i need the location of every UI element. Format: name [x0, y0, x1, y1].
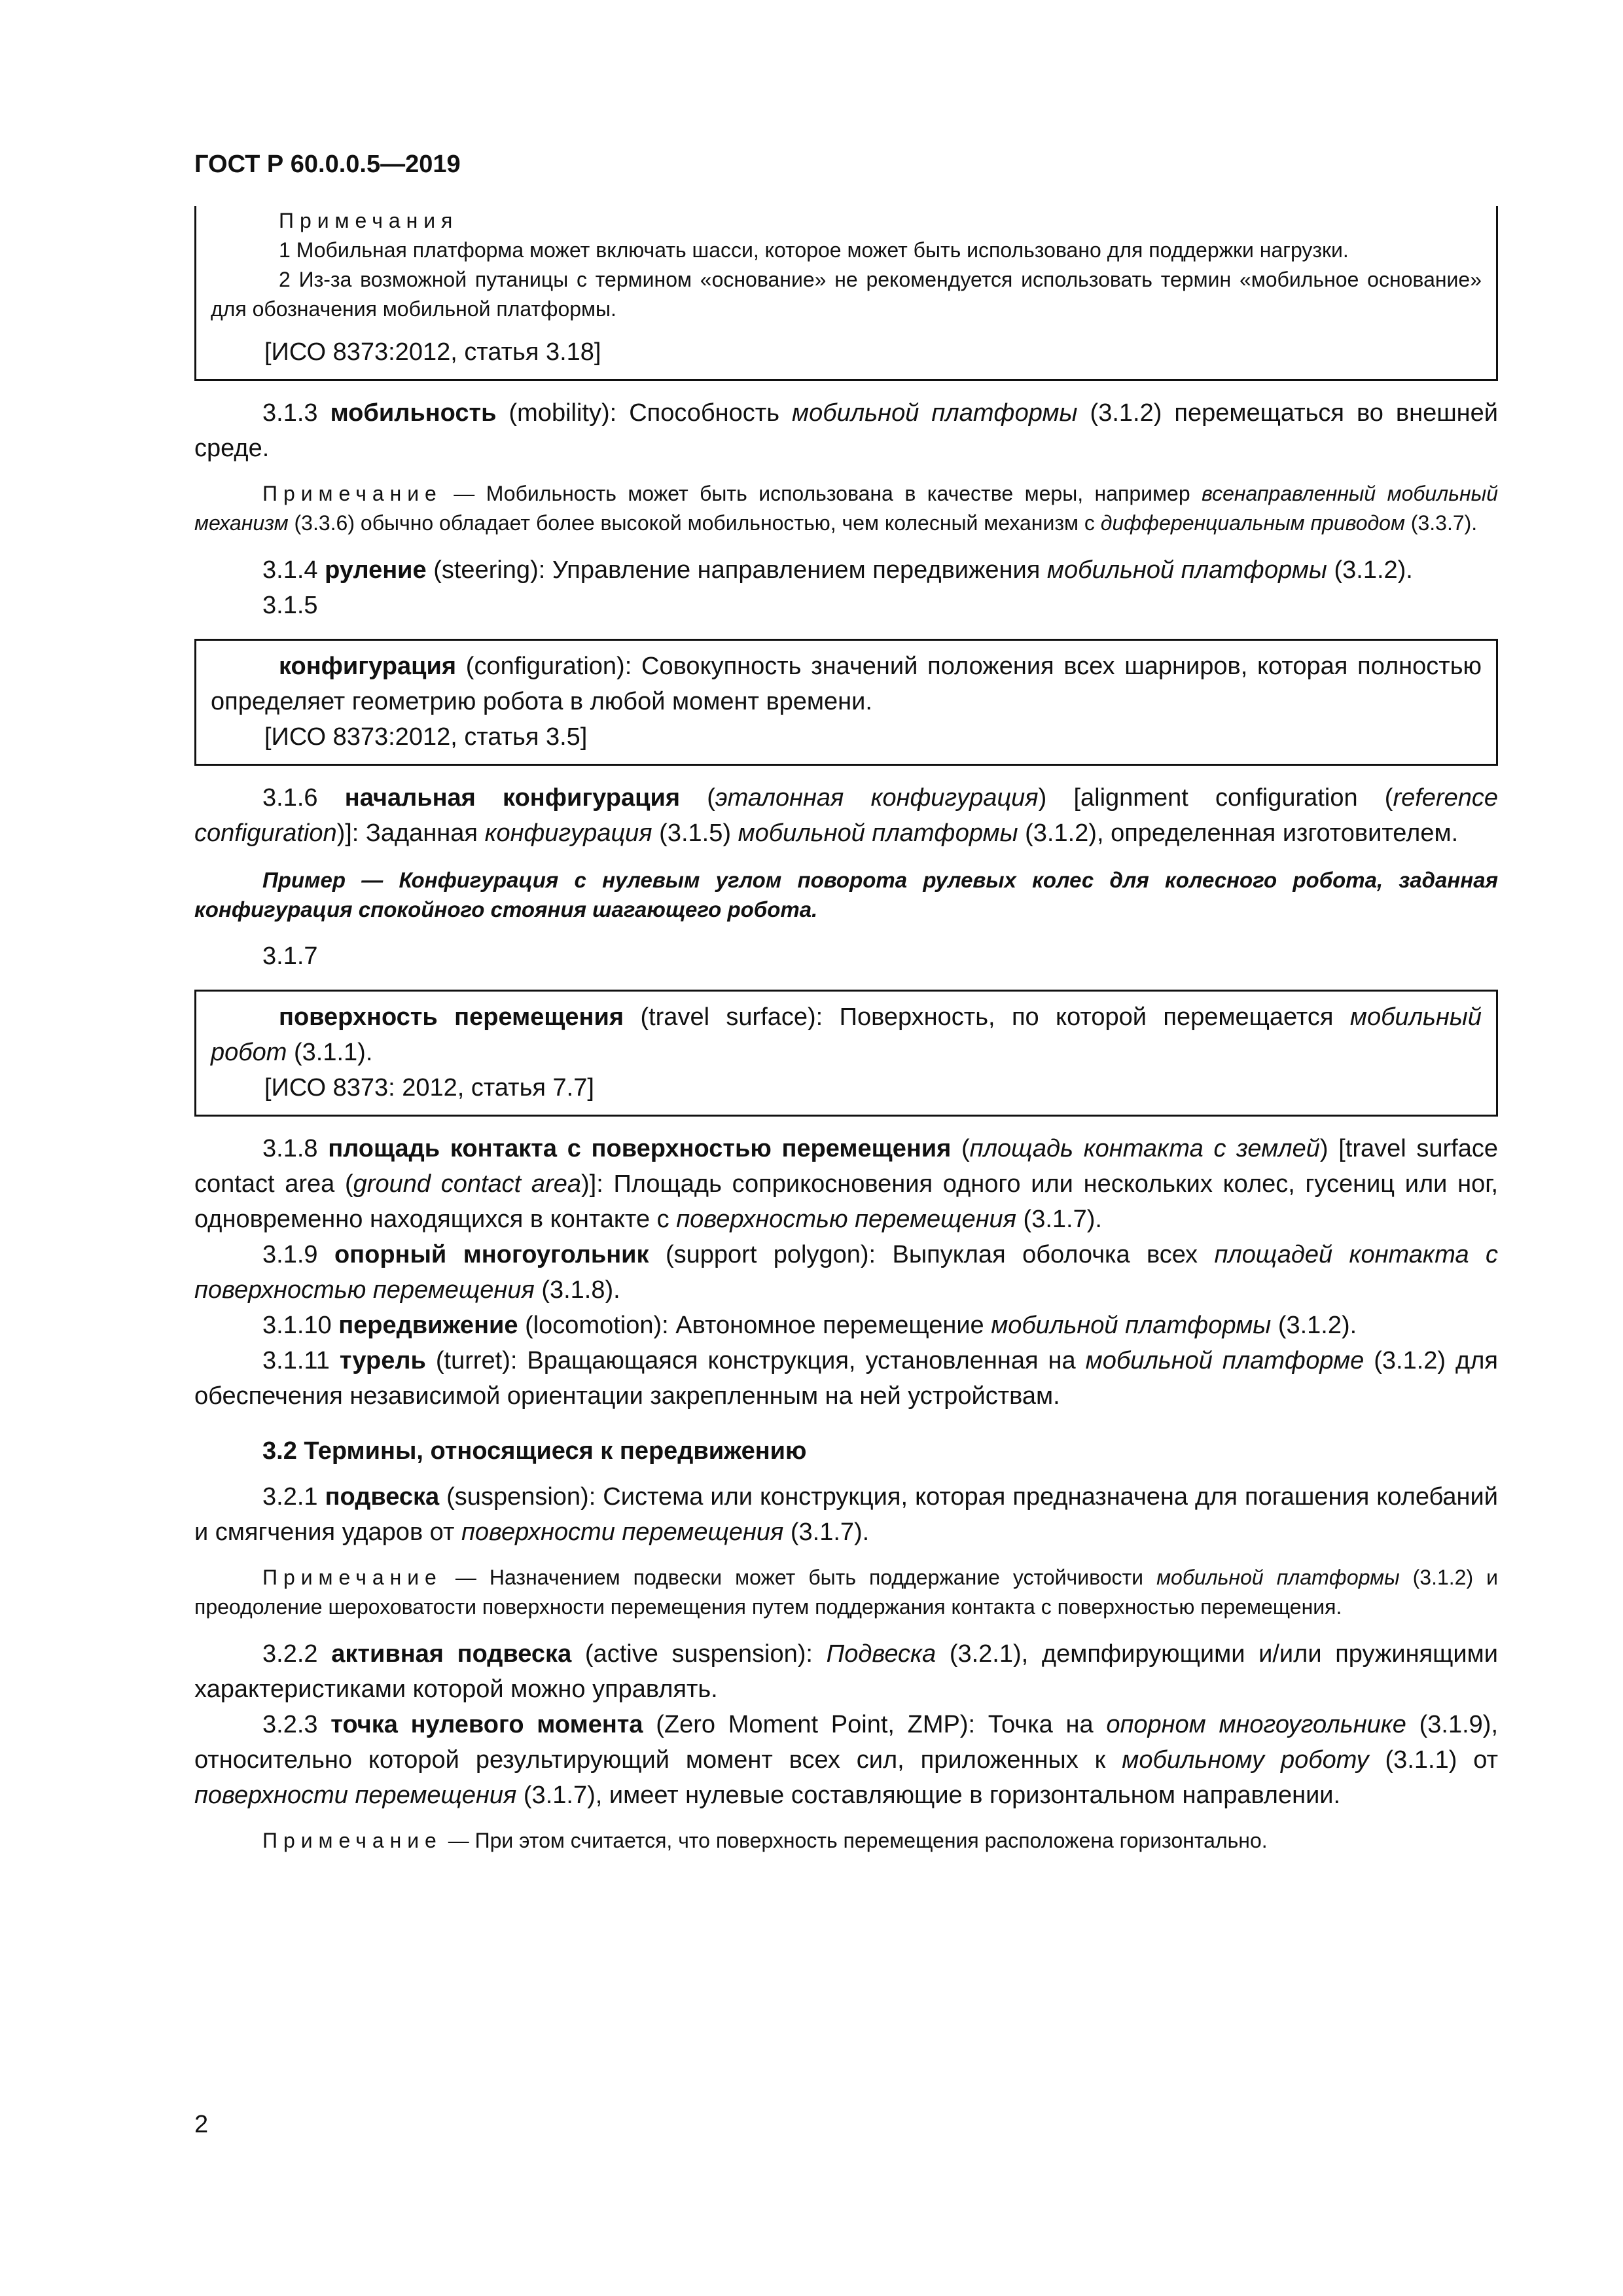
reference-iso-3-18: [ИСО 8373:2012, статья 3.18] — [264, 338, 601, 366]
box-term-3-1-5 — [194, 639, 1498, 766]
note-3-2-1: Примечание — Назначением подвески может быть поддержание устойчивости мобильной платформы (3.1.2) и преодоление шероховатости поверхности перемещения путем поддержания контакта с поверхностью перемещения. — [194, 1566, 1499, 1619]
reference-iso-7-7: [ИСО 8373: 2012, статья 7.7] — [264, 1074, 594, 1102]
box-term-3-1-7 — [194, 990, 1498, 1117]
term-3-1-10: 3.1.10 передвижение (locomotion): Автономное перемещение мобильной платформы (3.1.2). — [262, 1312, 1357, 1339]
term-3-1-9: 3.1.9 опорный многоугольник (support polygon): Выпуклая оболочка всех площадей контакта с поверхностью перемещения (3.1.8). — [194, 1241, 1498, 1304]
document-header: ГОСТ Р 60.0.0.5—2019 — [194, 151, 461, 178]
section-heading-3-2: 3.2 Термины, относящиеся к передвижению — [262, 1437, 807, 1465]
term-3-1-6: 3.1.6 начальная конфигурация (эталонная конфигурация) [alignment configuration (reference configuration)]: Заданная конфигурация (3.1.5) мобильной платформы (3.1.2), определенная изготовителем. — [194, 784, 1498, 847]
term-3-1-7: поверхность перемещения (travel surface): Поверхность, по которой перемещается мобильный робот (3.1.1). — [211, 1003, 1482, 1066]
document-page — [194, 151, 1498, 1856]
reference-iso-3-5: [ИСО 8373:2012, статья 3.5] — [264, 723, 588, 751]
term-3-1-5: конфигурация (configuration): Совокупность значений положения всех шарниров, которая полностью определяет геометрию робота в любой момент времени. — [211, 653, 1482, 715]
note-3-2-3: Примечание — При этом считается, что поверхность перемещения расположена горизонтально. — [262, 1829, 1268, 1852]
notes-title: Примечания — [279, 209, 459, 232]
term-3-2-1: 3.2.1 подвеска (suspension): Система или конструкция, которая предназначена для погашения колебаний и смягчения ударов от поверхности перемещения (3.1.7). — [194, 1483, 1499, 1546]
page-number: 2 — [194, 2111, 209, 2138]
term-3-2-2: 3.2.2 активная подвеска (active suspension): Подвеска (3.2.1), демпфирующими и/или пружинящими характеристиками которой можно управлять. — [194, 1640, 1498, 1703]
term-3-1-4: 3.1.4 руление (steering): Управление направлением передвижения мобильной платформы (3.1.2). — [262, 556, 1413, 584]
note-3-1-3: Примечание — Мобильность может быть использована в качестве меры, например всенаправленный мобильный механизм (3.3.6) обычно обладает более высокой мобильностью, чем колесный механизм с дифференциальным приводом (3.3.7). — [194, 482, 1499, 535]
box-notes-3-1-2 — [194, 206, 1498, 381]
term-3-1-8: 3.1.8 площадь контакта с поверхностью перемещения (площадь контакта с землей) [travel surface contact area (ground contact area)]: Площадь соприкосновения одного или нескольких колес, гусениц или ног, одновременно находящихся в контакте с поверхностью перемещения (3.1.7). — [194, 1135, 1499, 1233]
note-1: 1 Мобильная платформа может включать шасси, которое может быть использовано для поддержки нагрузки. — [279, 238, 1349, 262]
example-3-1-6: Пример — Конфигурация с нулевым углом поворота рулевых колес для колесного робота, заданная конфигурация спокойного стояния шагающего робота. — [194, 868, 1498, 922]
term-3-1-11: 3.1.11 турель (turret): Вращающаяся конструкция, установленная на мобильной платформе (3.1.2) для обеспечения независимой ориентации закрепленным на ней устройствам. — [194, 1347, 1498, 1410]
term-3-1-3: 3.1.3 мобильность (mobility): Способность мобильной платформы (3.1.2) перемещаться во внешней среде. — [194, 399, 1499, 462]
term-3-2-3: 3.2.3 точка нулевого момента (Zero Moment Point, ZMP): Точка на опорном многоугольнике (3.1.9), относительно которой результирующий момент всех сил, приложенных к мобильному роботу (3.1.1) от поверхности перемещения (3.1.7), имеет нулевые составляющие в горизонтальном направлении. — [194, 1711, 1499, 1809]
term-3-1-7-number: 3.1.7 — [262, 942, 318, 970]
term-3-1-5-number: 3.1.5 — [262, 592, 318, 619]
note-2: 2 Из-за возможной путаницы с термином «основание» не рекомендуется использовать термин «мобильное основание» для обозначения мобильной платформы. — [211, 268, 1482, 321]
